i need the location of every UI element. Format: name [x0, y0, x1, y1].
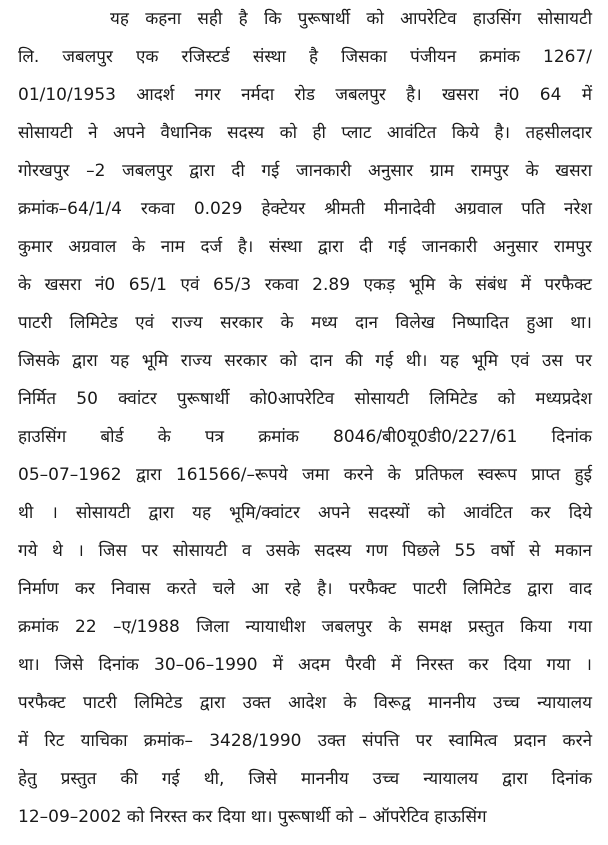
document-line-7: कुमार अग्रवाल के नाम दर्ज है। संस्था द्वारा दी गई जानकारी अनुसार रामपुर: [18, 237, 592, 257]
document-line-4: सोसायटी ने अपने वैधानिक सदस्य को ही प्लाट आवंटित किये है। तहसीलदार: [18, 123, 592, 143]
document-line-16: निर्माण कर निवास करते चले आ रहे है। परफैक्ट पाटरी लिमिटेड द्वारा वाद: [18, 579, 592, 599]
document-line-18: था। जिसे दिनांक 30–06–1990 में अदम पैरवी में निरस्त कर दिया गया ।: [18, 655, 592, 675]
document-line-9: पाटरी लिमिटेड एवं राज्य सरकार के मध्य दान विलेख निष्पादित हुआ था।: [18, 313, 592, 333]
document-line-3: 01/10/1953 आदर्श नगर नर्मदा रोड जबलपुर है। खसरा नं0 64 में: [18, 85, 592, 105]
document-line-2: लि. जबलपुर एक रजिस्टर्ड संस्था है जिसका पंजीयन क्रमांक 1267/: [18, 47, 592, 67]
document-line-21: हेतु प्रस्तुत की गई थी, जिसे माननीय उच्च न्यायालय द्वारा दिनांक: [18, 769, 592, 789]
document-line-17: क्रमांक 22 –ए/1988 जिला न्यायाधीश जबलपुर के समक्ष प्रस्तुत किया गया: [18, 617, 592, 637]
document-line-22: 12–09–2002 को निरस्त कर दिया था। पुरूषार्थी को – ऑपरेटिव हाऊसिंग: [18, 807, 487, 827]
document-line-14: थी । सोसायटी द्वारा यह भूमि/क्वांटर अपने सदस्यों को आवंटित कर दिये: [18, 503, 592, 523]
document-line-1: यह कहना सही है कि पुरूषार्थी को आपरेटिव हाउसिंग सोसायटी: [110, 9, 592, 29]
document-line-5: गोरखपुर –2 जबलपुर द्वारा दी गई जानकारी अनुसार ग्राम रामपुर के खसरा: [18, 161, 592, 181]
document-line-19: परफैक्ट पाटरी लिमिटेड द्वारा उक्त आदेश के विरूद्व माननीय उच्च न्यायालय: [18, 693, 592, 713]
document-line-13: 05–07–1962 द्वारा 161566/–रूपये जमा करने के प्रतिफल स्वरूप प्राप्त हुई: [18, 465, 592, 485]
document-line-11: निर्मित 50 क्वांटर पुरूषार्थी को0आपरेटिव सोसायटी लिमिटेड को मध्यप्रदेश: [18, 389, 592, 409]
document-line-12: हाउसिंग बोर्ड के पत्र क्रमांक 8046/बी0यू0डी0/227/61 दिनांक: [18, 427, 592, 447]
document-line-10: जिसके द्वारा यह भूमि राज्य सरकार को दान की गई थी। यह भूमि एवं उस पर: [18, 351, 592, 371]
document-line-15: गये थे । जिस पर सोसायटी व उसके सदस्य गण पिछले 55 वर्षो से मकान: [18, 541, 592, 561]
document-line-8: के खसरा नं0 65/1 एवं 65/3 रकवा 2.89 एकड़ भूमि के संबंध में परफैक्ट: [18, 275, 592, 295]
document-line-6: क्रमांक–64/1/4 रकवा 0.029 हेक्टेयर श्रीमती मीनादेवी अग्रवाल पति नरेश: [18, 199, 592, 219]
document-line-20: में रिट याचिका क्रमांक– 3428/1990 उक्त संपत्ति पर स्वामित्व प्रदान करने: [18, 731, 592, 751]
